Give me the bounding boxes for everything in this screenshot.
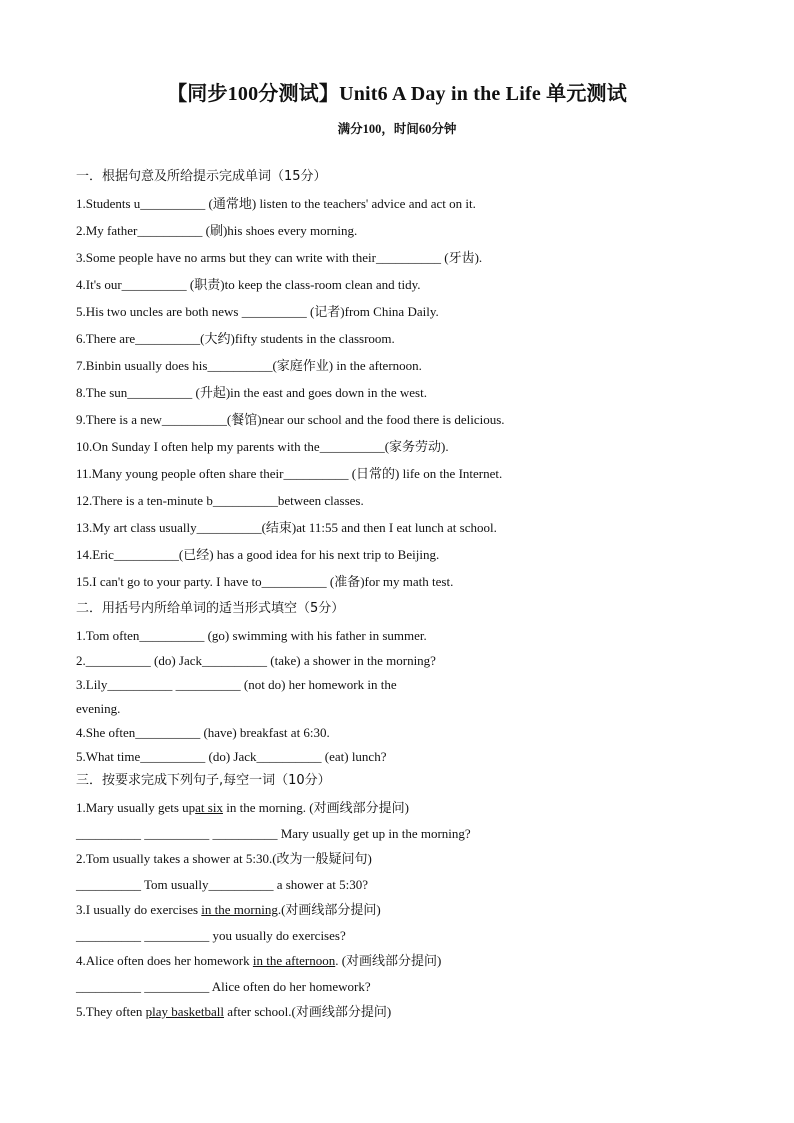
question-line — [76, 574, 453, 590]
question-text: . (对画线部分提问) — [335, 953, 442, 968]
question-line — [76, 653, 436, 669]
question-line — [76, 412, 505, 428]
question-line — [76, 520, 497, 536]
question-text: __________ __________ you usually do exercises? — [76, 928, 346, 943]
question-line — [76, 628, 427, 644]
question-line — [76, 800, 409, 816]
question-text: 3.Some people have no arms but they can write with their__________ (牙齿). — [76, 250, 483, 265]
question-text: 4.She often__________ (have) breakfast at 6:30. — [76, 725, 330, 740]
question-text: 6.There are__________(大约)fifty students in the classroom. — [76, 331, 395, 346]
question-text: in the morning. (对画线部分提问) — [222, 800, 409, 815]
question-line — [76, 358, 422, 374]
question-text: 1.Tom often__________ (go) swimming with his father in summer. — [76, 628, 427, 643]
question-line — [76, 749, 386, 765]
question-line — [76, 928, 346, 944]
question-text: 1.Students u__________ (通常地) listen to the teachers' advice and act on it. — [76, 196, 476, 211]
underlined-phrase: in the morning — [201, 902, 278, 917]
question-line — [76, 466, 502, 482]
section-heading: 二．用括号内所给单词的适当形式填空（5分） — [76, 601, 345, 616]
question-text: 12.There is a ten-minute b__________between classes. — [76, 493, 364, 508]
question-text: __________ Tom usually__________ a shower at 5:30? — [76, 877, 369, 892]
question-text: .(对画线部分提问) — [277, 902, 381, 917]
question-text: 13.My art class usually__________(结束)at 11:55 and then I eat lunch at school. — [76, 520, 497, 535]
question-text: 8.The sun__________ (升起)in the east and goes down in the west. — [76, 385, 427, 400]
question-line — [76, 304, 439, 320]
question-line — [76, 677, 397, 693]
underlined-phrase: in the afternoon — [252, 953, 336, 968]
question-text: 3.I usually do exercises — [76, 902, 202, 917]
page-title: 【同步100分测试】Unit6 A Day in the Life 单元测试 — [167, 83, 627, 105]
underlined-phrase: at six — [195, 800, 223, 815]
question-line — [76, 1004, 391, 1020]
question-line — [76, 979, 371, 995]
question-text: evening. — [76, 701, 121, 716]
question-line — [76, 701, 120, 717]
question-text: 7.Binbin usually does his__________(家庭作业) in the afternoon. — [76, 358, 422, 373]
question-line — [76, 277, 420, 293]
question-text: 5.What time__________ (do) Jack__________ (eat) lunch? — [76, 749, 387, 764]
question-line — [76, 851, 372, 867]
question-text: 9.There is a new__________(餐馆)near our school and the food there is delicious. — [76, 412, 505, 427]
question-line — [76, 223, 357, 239]
question-line — [76, 725, 330, 741]
question-text: 4.Alice often does her homework — [76, 953, 253, 968]
question-text: after school.(对画线部分提问) — [224, 1004, 392, 1019]
question-text: 2.__________ (do) Jack__________ (take) a shower in the morning? — [76, 653, 436, 668]
page-subtitle: 满分100，时间60分钟 — [337, 122, 457, 136]
question-text: 4.It's our__________ (职责)to keep the class-room clean and tidy. — [76, 277, 421, 292]
question-line — [76, 953, 441, 969]
question-line — [76, 902, 381, 918]
question-line — [76, 826, 471, 842]
question-text: 14.Eric__________(已经) has a good idea for his next trip to Beijing. — [76, 547, 440, 562]
question-text: 3.Lily__________ __________ (not do) her homework in the — [76, 677, 397, 692]
question-line — [76, 877, 368, 893]
question-text: 2.Tom usually takes a shower at 5:30.(改为一般疑问句) — [76, 851, 372, 866]
question-line — [76, 439, 449, 455]
question-text: 5.His two uncles are both news __________ (记者)from China Daily. — [76, 304, 439, 319]
question-line — [76, 493, 364, 509]
section-heading: 三．按要求完成下列句子,每空一词（10分） — [76, 773, 331, 788]
question-text: __________ __________ Alice often do her homework? — [76, 979, 371, 994]
question-text: 2.My father__________ (刷)his shoes every morning. — [76, 223, 358, 238]
question-text: __________ __________ __________ Mary usually get up in the morning? — [76, 826, 471, 841]
question-text: 10.On Sunday I often help my parents with the__________(家务劳动). — [76, 439, 449, 454]
underlined-phrase: play basketball — [145, 1004, 225, 1019]
section-heading: 一．根据句意及所给提示完成单词（15分） — [76, 169, 327, 184]
question-line — [76, 250, 482, 266]
question-text: 15.I can't go to your party. I have to__________ (准备)for my math test. — [76, 574, 454, 589]
question-text: 11.Many young people often share their__________ (日常的) life on the Internet. — [76, 466, 503, 481]
question-line — [76, 331, 395, 347]
question-line — [76, 196, 476, 212]
question-text: 5.They often — [76, 1004, 146, 1019]
question-line — [76, 547, 439, 563]
question-line — [76, 385, 427, 401]
question-text: 1.Mary usually gets up — [76, 800, 196, 815]
